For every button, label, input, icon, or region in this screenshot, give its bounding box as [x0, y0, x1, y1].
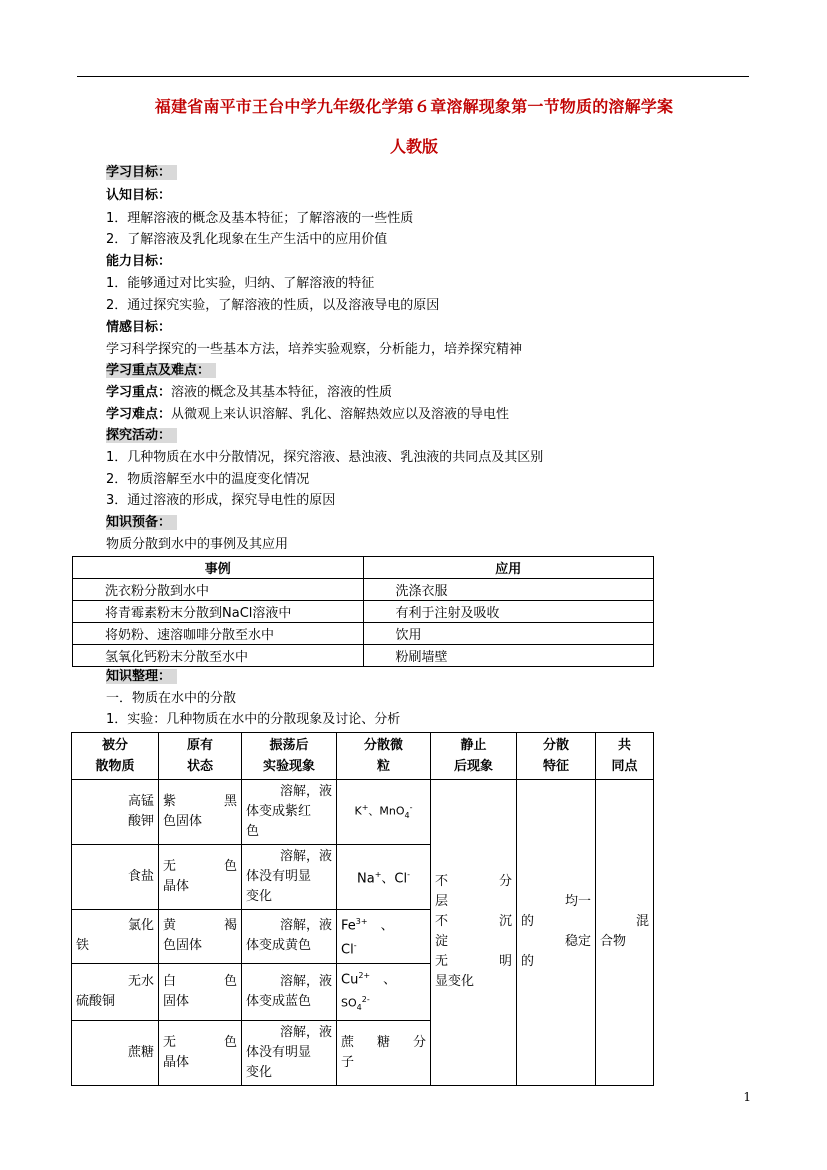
text-line: 学习科学探究的一些基本方法，培养实验观察，分析能力，培养探究精神 [106, 342, 523, 357]
state-cell: 无 色 晶体 [159, 845, 242, 910]
table-header: 静止 后现象 [431, 733, 517, 780]
doc-title: 福建省南平市王台中学九年级化学第６章溶解现象第一节物质的溶解学案 [154, 97, 674, 116]
table-cell: 洗涤衣服 [363, 579, 654, 601]
section-heading-activities: 探究活动： [106, 427, 177, 445]
page-number: 1 [743, 1090, 751, 1104]
substance-cell: 高锰 酸钾 [72, 780, 159, 845]
shaken-cell: 溶解，液 体变成黄色 [242, 910, 337, 964]
doc-title-line2: 人教版 [389, 137, 438, 156]
text-line: 1．理解溶液的概念及基本特征；了解溶液的一些性质 [106, 211, 414, 226]
section-heading-objectives: 学习目标： [106, 164, 177, 182]
subheading-cognitive: 认知目标： [106, 188, 172, 203]
text-line: 学习难点：从微观上来认识溶解、乳化、溶解热效应以及溶液的导电性 [106, 407, 510, 422]
particles-cell: 蔗糖分 子 [337, 1020, 431, 1085]
state-cell: 紫 黑 色固体 [159, 780, 242, 845]
text-line: 2．通过探究实验，了解溶液的性质，以及溶液导电的原因 [106, 298, 440, 313]
table-cell: 洗衣粉分散到水中 [73, 579, 364, 601]
table-row [73, 579, 654, 601]
substance-cell: 食盐 [72, 845, 159, 910]
standing-cell: 不 分 层 不 沉 淀 无 明 显变化 [431, 780, 517, 1086]
state-cell: 无 色 晶体 [159, 1020, 242, 1085]
table-header: 振荡后 实验现象 [242, 733, 337, 780]
common-cell: 混 合物 [596, 780, 654, 1086]
particles-cell: $Cu^{2+}$ 、 $SO_4^{2-}$ [337, 963, 431, 1020]
table-header: 分散微 粒 [337, 733, 431, 780]
table-header: 原有 状态 [159, 733, 242, 780]
table-header: 事例 [73, 557, 364, 579]
state-cell: 白 色 固体 [159, 963, 242, 1020]
table-header: 分散 特征 [517, 733, 596, 780]
substance-cell: 氯化 铁 [72, 910, 159, 964]
section-heading-keypoints: 学习重点及难点： [106, 362, 216, 380]
table-header: 被分 散物质 [72, 733, 159, 780]
text-line: 3．通过溶液的形成，探究导电性的原因 [106, 493, 336, 508]
text-line: 一．物质在水中的分散 [106, 691, 237, 706]
experiment-table [71, 732, 654, 1086]
text-line: 1．实验：几种物质在水中的分散现象及讨论、分析 [106, 712, 401, 727]
text-line: 学习重点：溶液的概念及其基本特征，溶液的性质 [106, 385, 393, 400]
subheading-emotion: 情感目标： [106, 320, 172, 335]
table-row [72, 780, 654, 845]
table-header: 共 同点 [596, 733, 654, 780]
section-heading-preparation: 知识预备： [106, 514, 177, 532]
substance-cell: 无水 硫酸铜 [72, 963, 159, 1020]
state-cell: 黄 褐 色固体 [159, 910, 242, 964]
text-line: 1．几种物质在水中分散情况，探究溶液、悬浊液、乳浊液的共同点及其区别 [106, 450, 544, 465]
particles-cell: K+、MnO$_4$- [337, 780, 431, 845]
application-table [72, 556, 654, 667]
table-row [73, 601, 654, 623]
shaken-cell: 溶解，液 体变成紫红 色 [242, 780, 337, 845]
shaken-cell: 溶解，液 体没有明显 变化 [242, 1020, 337, 1085]
shaken-cell: 溶解，液 体没有明显 变化 [242, 845, 337, 910]
table-cell: 粉刷墙壁 [363, 645, 654, 667]
text-line: 2．物质溶解至水中的温度变化情况 [106, 472, 310, 487]
shaken-cell: 溶解，液 体变成蓝色 [242, 963, 337, 1020]
table-cell: 将青霉素粉末分散到NaCl溶液中 [73, 601, 364, 623]
table-cell: 氢氧化钙粉末分散至水中 [73, 645, 364, 667]
table-header: 应用 [363, 557, 654, 579]
substance-cell: 蔗糖 [72, 1020, 159, 1085]
header-rule [77, 76, 749, 77]
table-cell: 将奶粉、速溶咖啡分散至水中 [73, 623, 364, 645]
particles-cell: $Fe^{3+}$ 、 Cl- [337, 910, 431, 964]
particles-cell: Na+、Cl- [337, 845, 431, 910]
table-row [73, 645, 654, 667]
text-line: 1．能够通过对比实验，归纳、了解溶液的特征 [106, 276, 375, 291]
table-row [73, 623, 654, 645]
table-cell: 有利于注射及吸收 [363, 601, 654, 623]
text-line: 2．了解溶液及乳化现象在生产生活中的应用价值 [106, 232, 388, 247]
text-line: 物质分散到水中的事例及其应用 [106, 537, 289, 552]
section-heading-organize: 知识整理： [106, 668, 177, 686]
feature-cell: 均一 的 稳定 的 [517, 780, 596, 1086]
subheading-ability: 能力目标： [106, 254, 172, 269]
table-cell: 饮用 [363, 623, 654, 645]
